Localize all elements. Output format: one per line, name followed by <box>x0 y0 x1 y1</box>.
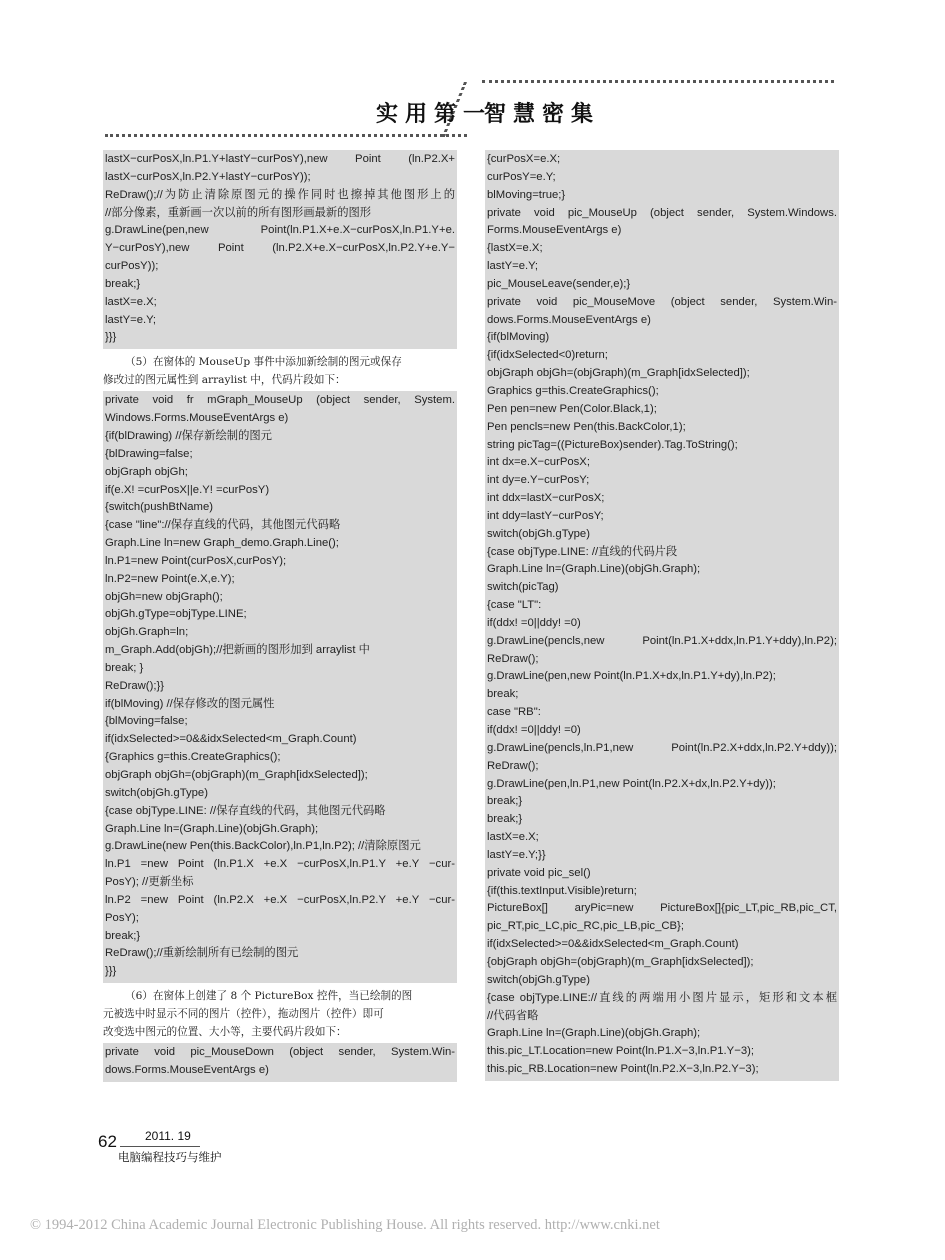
code-line: if(blMoving) //保存修改的图元属性 <box>105 697 275 710</box>
code-line: ReDraw();//为防止清除原图元的操作同时也擦掉其他图形上的 <box>105 188 455 201</box>
code-line: lastY=e.Y;}} <box>487 848 546 861</box>
code-line: lastX=e.X; <box>105 295 157 308</box>
paragraph-line: （6）在窗体上创建了 8 个 PictureBox 控件，当已绘制的图 <box>125 990 413 1003</box>
paragraph-line: 修改过的图元属性到 arraylist 中，代码片段如下： <box>103 374 346 387</box>
code-line: Pen pen=new Pen(Color.Black,1); <box>487 402 657 415</box>
issue-label: 2011. 19 <box>145 1129 191 1143</box>
header-dotted-line-bottom <box>105 134 467 137</box>
code-line: ln.P2 =new Point (ln.P2.X +e.X −curPosX,ln.P2.Y +e.Y −cur- <box>105 893 455 906</box>
code-line: PosY); //更新坐标 <box>105 876 194 889</box>
code-line: int ddy=lastY−curPosY; <box>487 509 604 522</box>
paragraph-step-5 <box>103 353 457 389</box>
code-line: {if(blMoving) <box>487 331 550 344</box>
code-line: {case "LT": <box>487 599 542 612</box>
code-line: dows.Forms.MouseEventArgs e) <box>105 1063 269 1076</box>
code-line: {case objType.LINE: //保存直线的代码，其他图元代码略 <box>105 804 386 817</box>
code-line: {lastX=e.X; <box>487 242 543 255</box>
code-line: Forms.MouseEventArgs e) <box>487 224 622 237</box>
code-line: break;} <box>105 929 141 942</box>
code-line: g.DrawLine(new Pen(this.BackColor),ln.P1,ln.P2); //清除原图元 <box>105 840 421 853</box>
code-line: //部分像素，重新画一次以前的所有图形画最新的图形 <box>105 206 372 219</box>
code-line: {blMoving=false; <box>105 715 188 728</box>
code-line: lastX−curPosX,ln.P2.Y+lastY−curPosY)); <box>105 170 311 183</box>
code-line: if(ddx! =0||ddy! =0) <box>487 616 581 629</box>
code-line: int ddx=lastX−curPosX; <box>487 492 605 505</box>
code-line: switch(picTag) <box>487 581 559 594</box>
code-line: {if(blDrawing) //保存新绘制的图元 <box>105 429 272 442</box>
code-line: if(e.X! =curPosX||e.Y! =curPosY) <box>105 483 270 496</box>
code-line: objGraph objGh; <box>105 465 188 478</box>
code-line: break;} <box>487 795 523 808</box>
code-block-right <box>485 150 839 1081</box>
code-line: g.DrawLine(pencls,ln.P1,new Point(ln.P2.X+ddx,ln.P2.Y+ddy)); <box>487 741 837 754</box>
code-line: lastX=e.X; <box>487 831 539 844</box>
code-line: break;} <box>487 813 523 826</box>
code-line: blMoving=true;} <box>487 188 566 201</box>
code-line: private void pic_MouseUp (object sender, System.Windows. <box>487 206 837 219</box>
code-line: ln.P1=new Point(curPosX,curPosY); <box>105 554 287 567</box>
paragraph-step-6 <box>103 987 457 1041</box>
code-line: {case "line"://保存直线的代码，其他图元代码略 <box>105 519 341 532</box>
code-line: pic_MouseLeave(sender,e);} <box>487 277 631 290</box>
code-line: switch(objGh.gType) <box>487 527 590 540</box>
code-line: switch(objGh.gType) <box>105 786 208 799</box>
code-line: int dy=e.Y−curPosY; <box>487 474 590 487</box>
code-line: ReDraw();}} <box>105 679 165 692</box>
paragraph-line: 改变选中图元的位置、大小等，主要代码片段如下： <box>103 1026 347 1039</box>
code-line: {case objType.LINE: //直线的代码片段 <box>487 545 678 558</box>
header-title-right: 智慧密集 <box>484 101 601 127</box>
magazine-name: 电脑编程技巧与维护 <box>118 1150 222 1164</box>
code-line: break; <box>487 688 519 701</box>
code-line: objGraph objGh=(objGraph)(m_Graph[idxSelected]); <box>105 769 368 781</box>
code-line: dows.Forms.MouseEventArgs e) <box>487 313 651 326</box>
code-line: objGraph objGh=(objGraph)(m_Graph[idxSelected]); <box>487 367 750 380</box>
code-line: {blDrawing=false; <box>105 447 193 460</box>
code-block-3 <box>103 1043 457 1082</box>
code-line: //代码省略 <box>487 1009 539 1022</box>
code-line: string picTag=((PictureBox)sender).Tag.ToString(); <box>487 438 738 451</box>
code-line: if(idxSelected>=0&&idxSelected<m_Graph.Count) <box>105 733 357 746</box>
code-line: {if(idxSelected<0)return; <box>487 349 608 362</box>
code-line: g.DrawLine(pen,new Point(ln.P1.X+dx,ln.P1.Y+dy),ln.P2); <box>487 670 776 683</box>
code-line: Pen pencls=new Pen(this.BackColor,1); <box>487 420 686 433</box>
header-dotted-line-top <box>482 80 834 83</box>
code-line: Graphics g=this.CreateGraphics(); <box>487 384 659 397</box>
code-line: Windows.Forms.MouseEventArgs e) <box>105 412 289 425</box>
code-line: g.DrawLine(pencls,new Point(ln.P1.X+ddx,ln.P1.Y+ddy),ln.P2); <box>487 634 837 647</box>
code-line: break;} <box>105 277 141 290</box>
code-line: g.DrawLine(pen,ln.P1,new Point(ln.P2.X+dx,ln.P2.Y+dy)); <box>487 777 776 790</box>
code-line: private void pic_MouseMove (object sender, System.Win- <box>487 295 837 308</box>
code-line: if(idxSelected>=0&&idxSelected<m_Graph.Count) <box>487 938 739 951</box>
header-title-left: 实用第一 <box>376 101 493 127</box>
left-column <box>103 150 457 1082</box>
code-line: int dx=e.X−curPosX; <box>487 456 590 469</box>
code-block-1 <box>103 150 457 349</box>
code-line: Graph.Line ln=(Graph.Line)(objGh.Graph); <box>487 1027 701 1040</box>
code-line: pic_RT,pic_LC,pic_RC,pic_LB,pic_CB}; <box>487 920 684 933</box>
code-line: PictureBox[] aryPic=new PictureBox[]{pic_LT,pic_RB,pic_CT, <box>487 902 837 915</box>
code-line: lastY=e.Y; <box>105 313 157 326</box>
code-block-2 <box>103 391 457 983</box>
code-line: ReDraw(); <box>487 759 539 772</box>
code-line: lastX−curPosX,ln.P1.Y+lastY−curPosY),new Point (ln.P2.X+ <box>105 153 455 165</box>
code-line: private void pic_MouseDown (object sender, System.Win- <box>105 1046 455 1059</box>
code-line: objGh.Graph=ln; <box>105 626 189 639</box>
copyright-notice: © 1994-2012 China Academic Journal Electronic Publishing House. All rights reserved. http://www.cnki.net <box>30 1217 660 1233</box>
code-line: ln.P2=new Point(e.X,e.Y); <box>105 572 235 585</box>
code-line: Y−curPosY),new Point (ln.P2.X+e.X−curPosX,ln.P2.Y+e.Y− <box>105 242 455 255</box>
code-line: break; } <box>105 661 144 674</box>
code-line: objGh=new objGraph(); <box>105 590 223 603</box>
code-line: m_Graph.Add(objGh);//把新画的图形加到 arraylist 中 <box>105 644 370 657</box>
code-line: {Graphics g=this.CreateGraphics(); <box>105 751 281 764</box>
code-line: objGh.gType=objType.LINE; <box>105 608 247 621</box>
code-line: Graph.Line ln=(Graph.Line)(objGh.Graph); <box>487 563 701 576</box>
paragraph-line: （5）在窗体的 MouseUp 事件中添加新绘制的图元或保存 <box>125 356 402 369</box>
footer-rule <box>120 1146 200 1147</box>
code-line: {curPosX=e.X; <box>487 153 561 165</box>
code-line: curPosY=e.Y; <box>487 170 556 183</box>
code-line: if(ddx! =0||ddy! =0) <box>487 724 581 736</box>
code-line: curPosY)); <box>105 260 159 273</box>
code-line: ReDraw();//重新绘制所有已绘制的图元 <box>105 947 299 960</box>
page-number: 62 <box>98 1132 117 1151</box>
right-column <box>485 150 839 1081</box>
code-line: Graph.Line ln=(Graph.Line)(objGh.Graph); <box>105 822 319 835</box>
code-line: PosY); <box>105 911 139 924</box>
code-line: {objGraph objGh=(objGraph)(m_Graph[idxSelected]); <box>487 955 754 968</box>
paragraph-line: 元被选中时显示不同的图片（控件），拖动图片（控件）即可 <box>103 1008 384 1021</box>
code-line: private void fr mGraph_MouseUp (object sender, System. <box>105 394 455 407</box>
code-line: }}} <box>105 331 117 344</box>
code-line: lastY=e.Y; <box>487 260 539 273</box>
code-line: g.DrawLine(pen,new Point(ln.P1.X+e.X−curPosX,ln.P1.Y+e. <box>105 224 455 237</box>
code-line: this.pic_RB.Location=new Point(ln.P2.X−3,ln.P2.Y−3); <box>487 1063 759 1076</box>
code-line: private void pic_sel() <box>487 866 591 879</box>
code-line: Graph.Line ln=new Graph_demo.Graph.Line(); <box>105 537 339 550</box>
code-line: {switch(pushBtName) <box>105 501 213 514</box>
code-line: this.pic_LT.Location=new Point(ln.P1.X−3,ln.P1.Y−3); <box>487 1045 754 1058</box>
code-line: {if(this.textInput.Visible)return; <box>487 884 637 897</box>
code-line: ReDraw(); <box>487 652 539 665</box>
code-line: }}} <box>105 965 117 978</box>
code-line: {case objType.LINE://直线的两端用小图片显示，矩形和文本框 <box>487 991 837 1004</box>
code-line: switch(objGh.gType) <box>487 973 590 986</box>
code-line: case "RB": <box>487 706 541 719</box>
code-line: ln.P1 =new Point (ln.P1.X +e.X −curPosX,ln.P1.Y +e.Y −cur- <box>105 858 455 871</box>
